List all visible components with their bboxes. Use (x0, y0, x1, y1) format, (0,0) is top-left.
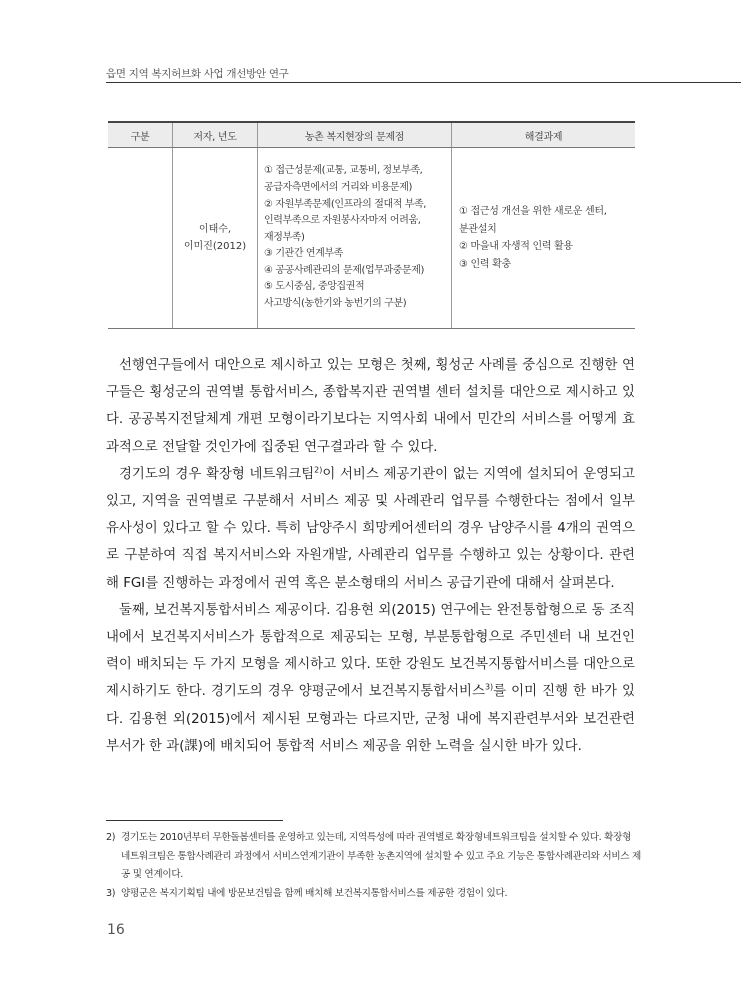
footnote-ref[interactable]: 2) (314, 465, 323, 475)
paragraph-text: 경기도의 경우 확장형 네트워크팀 (119, 466, 315, 482)
task-line: ② 마을내 자생적 인력 활용 (459, 241, 573, 252)
header-problems: 농촌 복지현장의 문제점 (258, 122, 452, 148)
problem-line: 재정부족) (264, 231, 305, 243)
footnote (106, 829, 642, 885)
problem-line: 인력부족으로 자원봉사자마저 어려움, (264, 215, 421, 227)
task-line: ① 접근성 개선을 위한 새로운 센터, (459, 206, 607, 217)
header-tasks: 해결과제 (452, 122, 636, 148)
body-text (106, 352, 635, 760)
footnote-number: 3) (106, 887, 116, 899)
footnotes (106, 829, 642, 903)
footnote-number: 2) (106, 832, 116, 843)
task-line: ③ 인력 확충 (459, 258, 511, 270)
problem-line: 사고방식(농한기와 농번기의 구분) (264, 298, 407, 310)
running-head: 읍면 지역 복지허브화 사업 개선방안 연구 (106, 68, 289, 80)
page-number: 16 (107, 922, 125, 938)
table-header-row (108, 122, 635, 148)
table-row (108, 148, 635, 329)
author-line: 이미진(2012) (183, 241, 247, 252)
paragraph-text: 이 서비스 제공기관이 없는 지역에 설치되어 운영되고 있고, 지역을 권역별로 구분해서 서비스 제공 및 사례관리 업무를 수행한다는 점에서 일부 유사성이 있다고 할 수 있다. 특히 남양주시 희망케어센터의 경우 남양주시를 4개의 권역으로 구분하여 직접 복지서비스와 자원개발, 사례관리 업무를 수행하고 있는 상황이다. 관련해 FGI를 진행하는 과정에서 권역 혹은 분소형태의 서비스 공급기관에 대해서 살펴본다. (106, 466, 635, 591)
task-line: 분관설치 (459, 223, 497, 235)
author-line: 이태수, (198, 224, 232, 235)
header-author-year: 저자, 년도 (173, 122, 258, 148)
problem-line: 공급자측면에서의 거리와 비용문제) (264, 181, 412, 193)
paragraph-text: 둘째, 보건복지통합서비스 제공이다. 김용현 외(2015) 연구에는 완전통합형으로 동 조직 내에서 보건복지서비스가 통합적으로 제공되는 모형, 부분통합형으로 주민센터 내 보건인력이 배치되는 두 가지 모형을 제시하고 있다. 또한 강원도 보건복지통합서비스를 대안으로 제시하기도 한다. 경기도의 경우 양평군에서 보건복지통합서비스 (106, 602, 635, 700)
paragraph (106, 461, 635, 597)
problem-line: ① 접근성문제(교통, 교통비, 정보부족, (264, 165, 423, 177)
footnote-rule (106, 820, 283, 821)
paragraph: 선행연구들에서 대안으로 제시하고 있는 모형은 첫째, 횡성군 사례를 중심으로 진행한 연구들은 횡성군의 권역별 통합서비스, 종합복지관 권역별 센터 설치를 대안으로 제시하고 있다. 공공복지전달체계 개편 모형이라기보다는 지역사회 내에서 민간의 서비스를 어떻게 효과적으로 전달할 것인가에 집중된 연구결과라 할 수 있다. (106, 358, 635, 455)
footnote (106, 885, 642, 904)
cell-author (173, 148, 258, 329)
literature-review-table (108, 121, 635, 329)
problem-line: ③ 기관간 연계부족 (264, 248, 343, 260)
paragraph-text: 를 이미 진행 한 바가 있다. 김용현 외(2015)에서 제시된 모형과는 다르지만, 군청 내에 복지관련부서와 보건관련부서가 한 과(課)에 배치되어 통합적 서비스 제공을 위한 노력을 실시한 바가 있다. (106, 684, 635, 754)
paragraph (106, 597, 635, 760)
problem-line: ⑤ 도시중심, 중앙집권적 (264, 281, 365, 293)
header-category: 구분 (108, 122, 173, 148)
cell-category (108, 148, 173, 329)
problem-line: ② 자원부족문제(인프라의 절대적 부족, (264, 198, 427, 210)
cell-tasks (452, 148, 636, 329)
problem-line: ④ 공공사례관리의 문제(업무과중문제) (264, 264, 425, 276)
footnote-ref[interactable]: 3) (484, 682, 494, 692)
cell-problems (258, 148, 452, 329)
footnote-text: 경기도는 2010년부터 무한돌봄센터를 운영하고 있는데, 지역특성에 따라 권역별로 확장형네트워크팀을 설치할 수 있다. 확장형 네트워크팀은 통합사례관리 과정에서 서비스연계기관이 부족한 농촌지역에 설치할 수 있고 주요 기능은 통합사례관리와 서비스 제공 및 연계이다. (121, 832, 641, 881)
footnote-text: 양평군은 복지기획팀 내에 방문보건팀을 함께 배치해 보건복지통합서비스를 제공한 경험이 있다. (121, 887, 508, 899)
header-rule (106, 82, 741, 83)
